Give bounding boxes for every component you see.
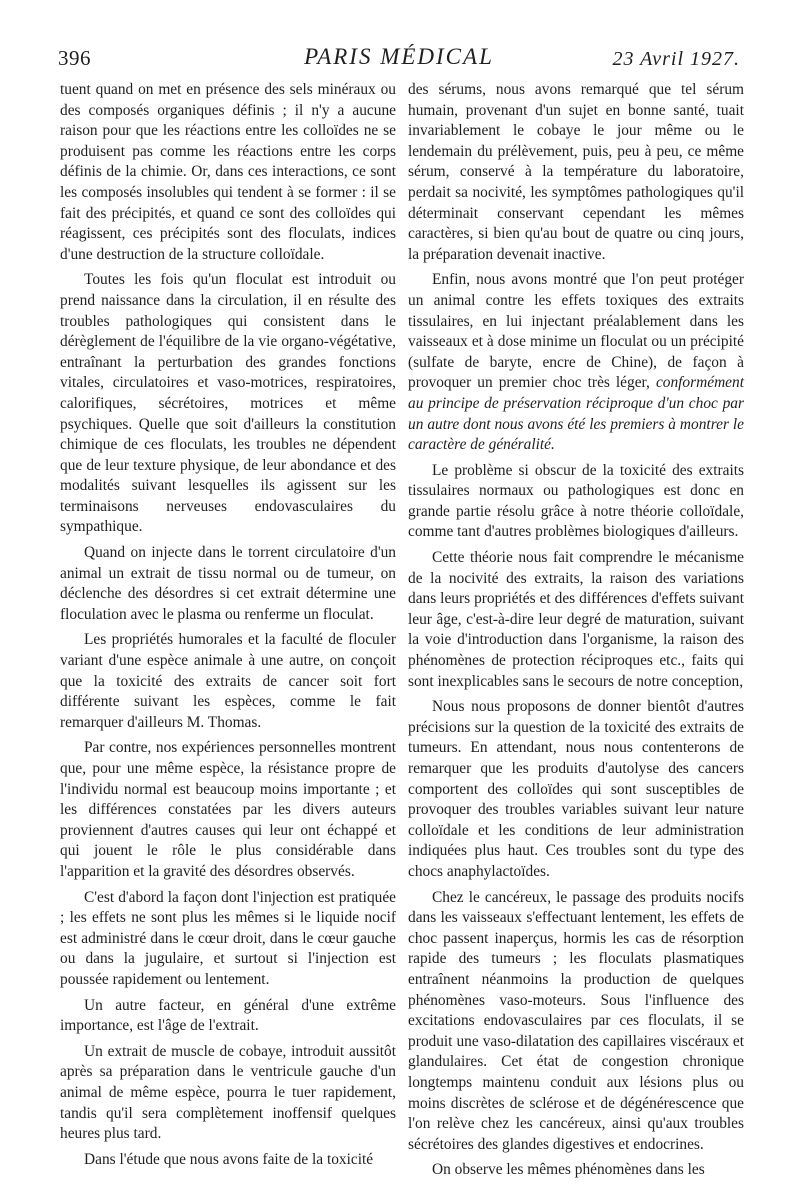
- paragraph: On observe les mêmes phénomènes dans les: [432, 1161, 705, 1179]
- paragraph: Un autre facteur, en général d'une extrême importance, est l'âge de l'extrait.: [60, 996, 396, 1035]
- paragraph: Quand on injecte dans le torrent circulatoire d'un animal un extrait de tissu normal ou de tumeur, on déclenche des désordres si cet extrait détermine une floculation avec le plasma ou renferme un floculat.: [60, 544, 396, 623]
- page-header: [58, 44, 740, 74]
- issue-date: 23 Avril 1927.: [612, 48, 740, 70]
- italic-passage: conformément au principe de préservation réciproque d'un choc par un autre dont nous avons été les premiers à montrer le caractère de généralité.: [408, 374, 744, 454]
- paragraph: Par contre, nos expériences personnelles montrent que, pour une même espèce, la résistance propre de l'individu normal est beaucoup moins importante ; et les différences constatées par les divers auteurs proviennent d'autres causes qui leur ont échappé et qui jouent le rôle le plus considérable dans l'apparition et la gravité des désordres observés.: [60, 739, 396, 880]
- paragraph: tuent quand on met en présence des sels minéraux ou des composés organiques définis ; il n'y a aucune raison pour que les réactions entre les colloïdes ne se produisent pas comme les réactions entre les corps définis de la chimie. Or, dans ces interactions, ce sont les composés insolubles qui tendent à se former : il se fait des précipités, et quand ce sont des colloïdes qui réagissent, ces précipités sont des floculats, indices d'une destruction de la structure colloïdale.: [60, 81, 396, 263]
- paragraph: Toutes les fois qu'un floculat est introduit ou prend naissance dans la circulation, il en résulte des troubles pathologiques qui consistent dans le dérèglement de l'équilibre de la vie organo-végétative, entraînant la perturbation des grandes fonctions vitales, circulatoires et vaso-motrices, respiratoires, calorifiques, sécrétoires, motrices et même psychiques. Quelle que soit d'ailleurs la constitution chimique de ces floculats, les troubles ne dépendent que de leur texture physique, de leur abondance et des modalités suivant lesquelles ils agissent sur les terminaisons nerveuses endovasculaires du sympathique.: [60, 271, 396, 536]
- paragraph: Dans l'étude que nous avons faite de la toxicité: [84, 1150, 374, 1168]
- paragraph: Un extrait de muscle de cobaye, introduit aussitôt après sa préparation dans le ventricule gauche d'un animal de même espèce, pourra le tuer rapidement, tandis qu'il sera complètement inoffensif quelques heures plus tard.: [60, 1042, 396, 1143]
- journal-title: PARIS MÉDICAL: [304, 44, 494, 69]
- page-number: 396: [58, 46, 91, 70]
- paragraph: [408, 270, 744, 455]
- paragraph: Les propriétés humorales et la faculté de floculer variant d'une espèce animale à une autre, on conçoit que la toxicité des extraits de cancer soit fort différente suivant les espèces, comme le fait remarquer d'ailleurs M. Thomas.: [60, 631, 396, 731]
- paragraph: Nous nous proposons de donner bientôt d'autres précisions sur la question de la toxicité des extraits de tumeurs. En attendant, nous nous contenterons de remarquer que les produits d'autolyse des cancers comportent des colloïdes qui sont susceptibles de provoquer des troubles variables suivant leur nature colloïdale et les conditions de leur administration indiquées plus haut. Ces troubles sont du type des chocs anaphylactoïdes.: [408, 698, 744, 880]
- paragraph: Cette théorie nous fait comprendre le mécanisme de la nocivité des extraits, la raison des variations dans leurs propriétés et des différences d'effets suivant leur âge, c'est-à-dire leur degré de maturation, suivant la voie d'introduction dans l'organisme, la raison des phénomènes de protection réciproques etc., faits qui sont inexplicables sans le secours de notre conception,: [408, 549, 744, 690]
- paragraph-text: Enfin, nous avons montré que l'on peut protéger un animal contre les effets toxiques des extraits tissulaires, en lui injectant préalablement dans les vaisseaux et à dose minime un floculat ou un précipité (sulfate de baryte, encre de Chine), de façon à provoquer un premier choc très léger,: [408, 271, 744, 392]
- paragraph: des sérums, nous avons remarqué que tel sérum humain, provenant d'un sujet en bonne santé, tuait invariablement le cobaye le jour même ou le lendemain du prélèvement, puis, peu à peu, ce même sérum, conservé à la température du laboratoire, perdait sa nocivité, les symptômes pathologiques qu'il déterminait conservant cependant les mêmes caractères, si bien qu'au bout de quatre ou cinq jours, la préparation devenait inactive.: [408, 81, 744, 263]
- paragraph: Chez le cancéreux, le passage des produits nocifs dans les vaisseaux s'effectuant lentement, les effets de choc passent inaperçus, hormis les cas de résorption rapide des tumeurs ; les floculats plasmatiques entraînent néanmoins la production de quelques phénomènes vaso-moteurs. Sous l'influence des excitations endovasculaires par ces floculats, il se produit une vaso-dilatation des capillaires viscéraux et glandulaires. Cet état de congestion chronique longtemps maintenu conduit aux lésions plus ou moins discrètes de sclérose et de dégénérescence que l'on relève chez les cancéreux, ainsi qu'aux troubles sécrétoires des glandes digestives et endocrines.: [408, 888, 744, 1153]
- paragraph: Le problème si obscur de la toxicité des extraits tissulaires normaux ou pathologiques est donc en grande partie résolu grâce à notre théorie colloïdale, comme tant d'autres problèmes biologiques d'ailleurs.: [408, 461, 744, 541]
- paragraph: C'est d'abord la façon dont l'injection est pratiquée ; les effets ne sont plus les mêmes si le liquide nocif est administré dans le cœur droit, dans le cœur gauche ou dans la jugulaire, et surtout si l'injection est poussée rapidement ou lentement.: [60, 888, 396, 988]
- left-column: [60, 80, 396, 1175]
- right-column: [408, 80, 744, 1186]
